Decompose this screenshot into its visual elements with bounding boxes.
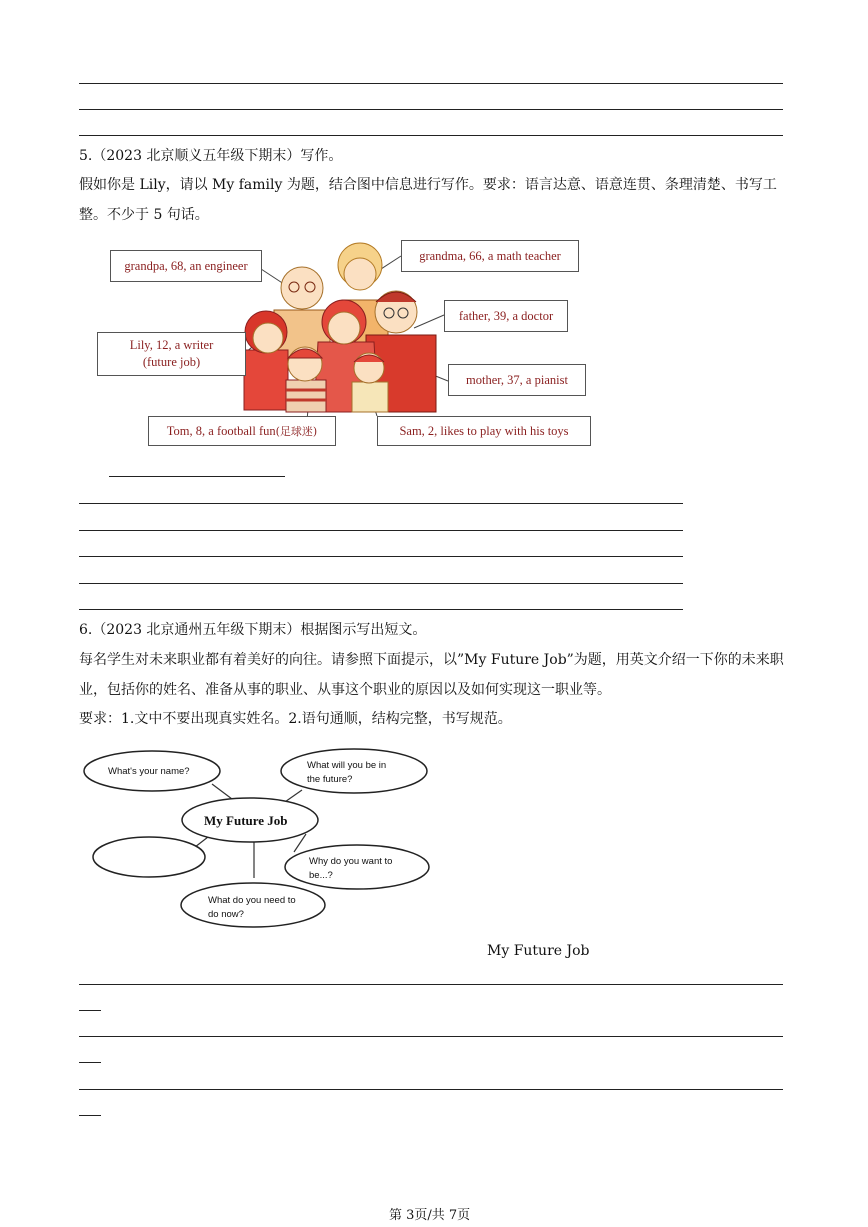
bubble-name-text: What's your name?	[108, 766, 190, 777]
label-mother: mother, 37, a pianist	[448, 364, 586, 396]
bubble-why-text-1: Why do you want to	[309, 856, 393, 867]
bubble-future	[281, 749, 427, 793]
lily-figure	[244, 311, 288, 410]
bubble-need-text-2: do now?	[208, 909, 244, 920]
bubble-future-text-1: What will you be in	[307, 760, 387, 771]
label-tom	[148, 416, 336, 446]
answer-line-tail	[79, 1115, 101, 1116]
answer-line	[79, 503, 683, 504]
label-tom-text: Tom, 8, a football fun	[166, 423, 276, 438]
question-6-prompt: 每名学生对未来职业都有着美好的向往。请参照下面提示，以”My Future Job”为题，用英文介绍一下你的未来职业，包括你的姓名、准备从事的职业、从事这个职业的原因以及如何实现这一职业等。	[79, 652, 784, 698]
question-5-header: 5.（2023 北京顺义五年级下期末）写作。	[79, 148, 343, 164]
label-grandma: grandma, 66, a math teacher	[401, 240, 579, 272]
answer-line	[79, 530, 683, 531]
answer-line	[79, 583, 683, 584]
label-tom-note: (足球迷)	[275, 424, 318, 438]
label-lily-line2: (future job)	[142, 355, 201, 369]
label-lily-line1: Lily, 12, a writer	[129, 338, 214, 352]
question-6-header: 6.（2023 北京通州五年级下期末）根据图示写出短文。	[79, 622, 427, 638]
label-sam: Sam, 2, likes to play with his toys	[377, 416, 591, 446]
label-grandpa: grandpa, 68, an engineer	[110, 250, 262, 282]
answer-line	[79, 556, 683, 557]
label-father: father, 39, a doctor	[444, 300, 568, 332]
answer-line	[79, 135, 783, 136]
bubble-why	[285, 845, 429, 889]
answer-line-tail	[79, 1010, 101, 1011]
family-illustration	[96, 240, 596, 450]
mind-map	[76, 742, 436, 932]
answer-line	[79, 1089, 783, 1090]
question-6-requirement: 要求：1.文中不要出现真实姓名。2.语句通顺，结构完整，书写规范。	[79, 711, 512, 727]
answer-line	[79, 109, 783, 110]
label-lily	[97, 332, 246, 376]
tom-figure	[286, 347, 326, 412]
bubble-center-text: My Future Job	[204, 813, 288, 828]
answer-line-tail	[79, 1062, 101, 1063]
answer-line	[79, 1036, 783, 1037]
title-line	[109, 476, 285, 477]
essay-title: My Future Job	[487, 943, 590, 959]
answer-line	[79, 609, 683, 610]
answer-line	[79, 984, 783, 985]
answer-line	[79, 83, 783, 84]
bubble-need-text-1: What do you need to	[208, 895, 296, 906]
bubble-empty	[93, 837, 205, 877]
question-5-prompt: 假如你是 Lily，请以 My family 为题，结合图中信息进行写作。要求：语言达意、语意连贯、条理清楚、书写工整。不少于 5 句话。	[79, 177, 777, 223]
page-number: 第 3页/共 7页	[389, 1208, 471, 1223]
bubble-future-text-2: the future?	[307, 774, 353, 785]
bubble-why-text-2: be...?	[309, 870, 333, 881]
sam-figure	[352, 353, 388, 412]
